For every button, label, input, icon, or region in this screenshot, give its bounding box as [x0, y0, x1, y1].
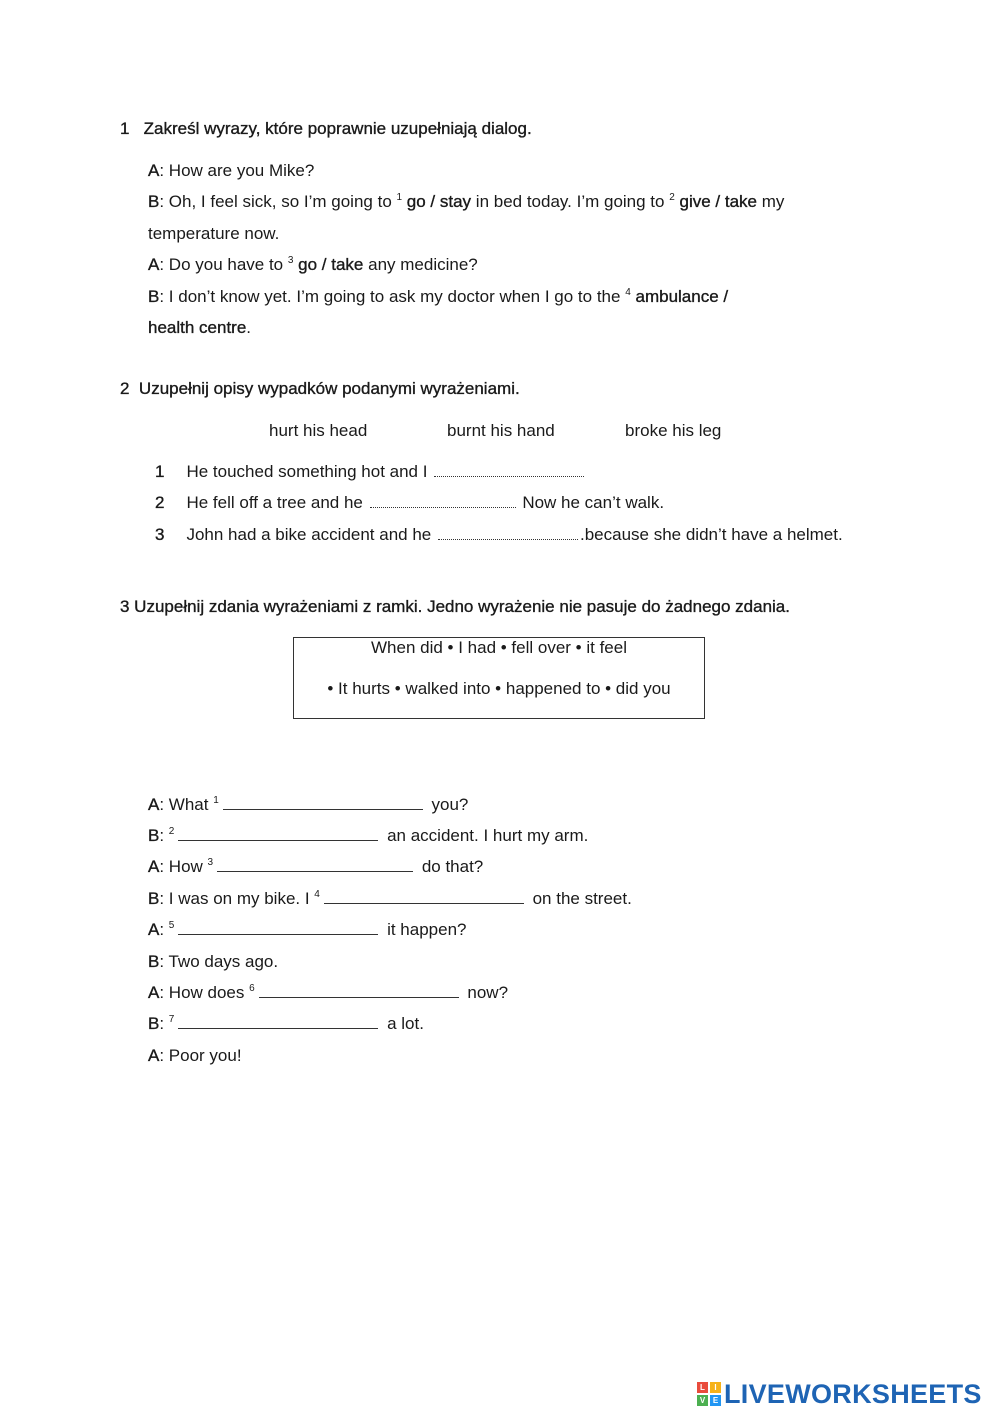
gap-number: 1 [396, 192, 403, 203]
item-text: He touched something hot and I [186, 462, 433, 481]
speaker-label: A [148, 795, 160, 814]
dialog-line [148, 795, 468, 815]
gap-number: 3 [287, 255, 294, 266]
speaker-label: A [148, 920, 160, 939]
dialog-line [148, 920, 467, 940]
dialog-text: a lot. [382, 1014, 424, 1033]
answer-blank[interactable] [259, 983, 459, 998]
item-number: 3 [155, 525, 165, 544]
exercise-item [155, 493, 664, 513]
speaker-label: B [148, 889, 160, 908]
exercise-2-number: 2 [120, 379, 130, 398]
answer-gap[interactable] [438, 527, 578, 540]
dialog-text: temperature now. [148, 224, 280, 243]
dialog-text: in bed today. I’m going to [471, 192, 670, 211]
exercise-item [155, 462, 586, 482]
item-text: John had a bike accident and he [186, 525, 436, 544]
item-number: 1 [155, 462, 165, 481]
answer-blank[interactable] [178, 1014, 378, 1029]
dialog-text: : I was on my bike. I [159, 889, 315, 908]
dialog-line [148, 318, 251, 338]
word-option: hurt his head [269, 421, 368, 440]
dialog-line [148, 192, 784, 212]
dialog-text: my [757, 192, 785, 211]
speaker-label: B [148, 192, 160, 211]
gap-number: 2 [168, 826, 175, 837]
word-option: burnt his hand [447, 421, 555, 440]
gap-number: 3 [207, 857, 214, 868]
dialog-line [148, 857, 483, 877]
dialog-text: : Two days ago. [159, 952, 279, 971]
exercise-1-title: Zakreśl wyrazy, które poprawnie uzupełniają dialog. [143, 119, 532, 138]
dialog-text: any medicine? [363, 255, 478, 274]
answer-blank[interactable] [324, 889, 524, 904]
dialog-line [148, 287, 728, 307]
dialog-text: : How are you Mike? [159, 161, 315, 180]
logo-block: L [697, 1382, 708, 1393]
dialog-text: : Do you have to [159, 255, 288, 274]
dialog-text: on the street. [527, 889, 632, 908]
word-box-line-1: When did • I had • fell over • it feel [371, 638, 627, 657]
dialog-text: : [159, 826, 169, 845]
choice-option[interactable]: give / take [679, 192, 757, 211]
logo-block: E [710, 1395, 721, 1406]
dialog-text: : How [159, 857, 208, 876]
dialog-text: : [159, 1014, 169, 1033]
dialog-text: it happen? [382, 920, 467, 939]
speaker-label: B [148, 952, 160, 971]
answer-blank[interactable] [217, 857, 413, 872]
dialog-text: : Poor you! [159, 1046, 242, 1065]
dialog-line [148, 1014, 424, 1034]
exercise-2-heading [120, 379, 520, 399]
dialog-line [148, 889, 632, 909]
logo-wordmark: LIVEWORKSHEETS [724, 1378, 982, 1409]
dialog-line [148, 952, 278, 972]
speaker-label: A [148, 983, 160, 1002]
dialog-line [148, 983, 508, 1003]
dialog-line [148, 224, 279, 244]
dialog-line [148, 255, 478, 275]
word-option: broke his leg [625, 421, 722, 440]
speaker-label: A [148, 857, 160, 876]
choice-option[interactable]: go / stay [406, 192, 472, 211]
answer-blank[interactable] [178, 826, 378, 841]
dialog-line [148, 1046, 242, 1066]
dialog-text: an accident. I hurt my arm. [382, 826, 589, 845]
word-box [293, 637, 705, 719]
dialog-text: : Oh, I feel sick, so I’m going to [159, 192, 397, 211]
exercise-2-title: Uzupełnij opisy wypadków podanymi wyrażeniami. [138, 379, 520, 398]
item-text: Now he can’t walk. [517, 493, 665, 512]
choice-option[interactable]: health centre [148, 318, 247, 337]
speaker-label: A [148, 161, 160, 180]
gap-number: 4 [314, 889, 320, 900]
exercise-1-heading [120, 119, 532, 139]
answer-blank[interactable] [223, 795, 423, 810]
answer-gap[interactable] [434, 464, 584, 477]
choice-option[interactable]: ambulance / [635, 287, 729, 306]
item-number: 2 [155, 493, 165, 512]
dialog-line [148, 161, 314, 181]
speaker-label: B [148, 826, 160, 845]
dialog-text: : I don’t know yet. I’m going to ask my doctor when I go to the [159, 287, 626, 306]
dialog-text: : What [159, 795, 214, 814]
gap-number: 7 [168, 1014, 175, 1025]
dialog-text: now? [462, 983, 509, 1002]
dialog-text: : [159, 920, 169, 939]
dialog-text: . [246, 318, 252, 337]
dialog-line [148, 826, 588, 846]
gap-number: 6 [249, 983, 255, 994]
exercise-1-number: 1 [120, 119, 130, 138]
speaker-label: B [148, 1014, 160, 1033]
item-text: .because she didn’t have a helmet. [579, 525, 843, 544]
gap-number: 2 [669, 192, 675, 203]
liveworksheets-logo [697, 1378, 982, 1410]
logo-block: I [710, 1382, 721, 1393]
answer-gap[interactable] [370, 495, 516, 508]
speaker-label: A [148, 1046, 160, 1065]
exercise-3-heading: 3 Uzupełnij zdania wyrażeniami z ramki. Jedno wyrażenie nie pasuje do żadnego zdania. [120, 597, 790, 616]
gap-number: 5 [168, 920, 175, 931]
item-text: He fell off a tree and he [186, 493, 368, 512]
dialog-text: do that? [417, 857, 484, 876]
exercise-item [155, 525, 843, 545]
choice-option[interactable]: go / take [298, 255, 364, 274]
speaker-label: B [148, 287, 160, 306]
gap-number: 4 [625, 287, 631, 298]
gap-number: 1 [213, 795, 219, 806]
dialog-text: : How does [159, 983, 250, 1002]
speaker-label: A [148, 255, 160, 274]
logo-block: V [697, 1395, 708, 1406]
answer-blank[interactable] [178, 920, 378, 935]
word-box-line-2: • It hurts • walked into • happened to • did you [327, 679, 671, 698]
dialog-text: you? [426, 795, 469, 814]
logo-blocks-icon [697, 1382, 721, 1406]
